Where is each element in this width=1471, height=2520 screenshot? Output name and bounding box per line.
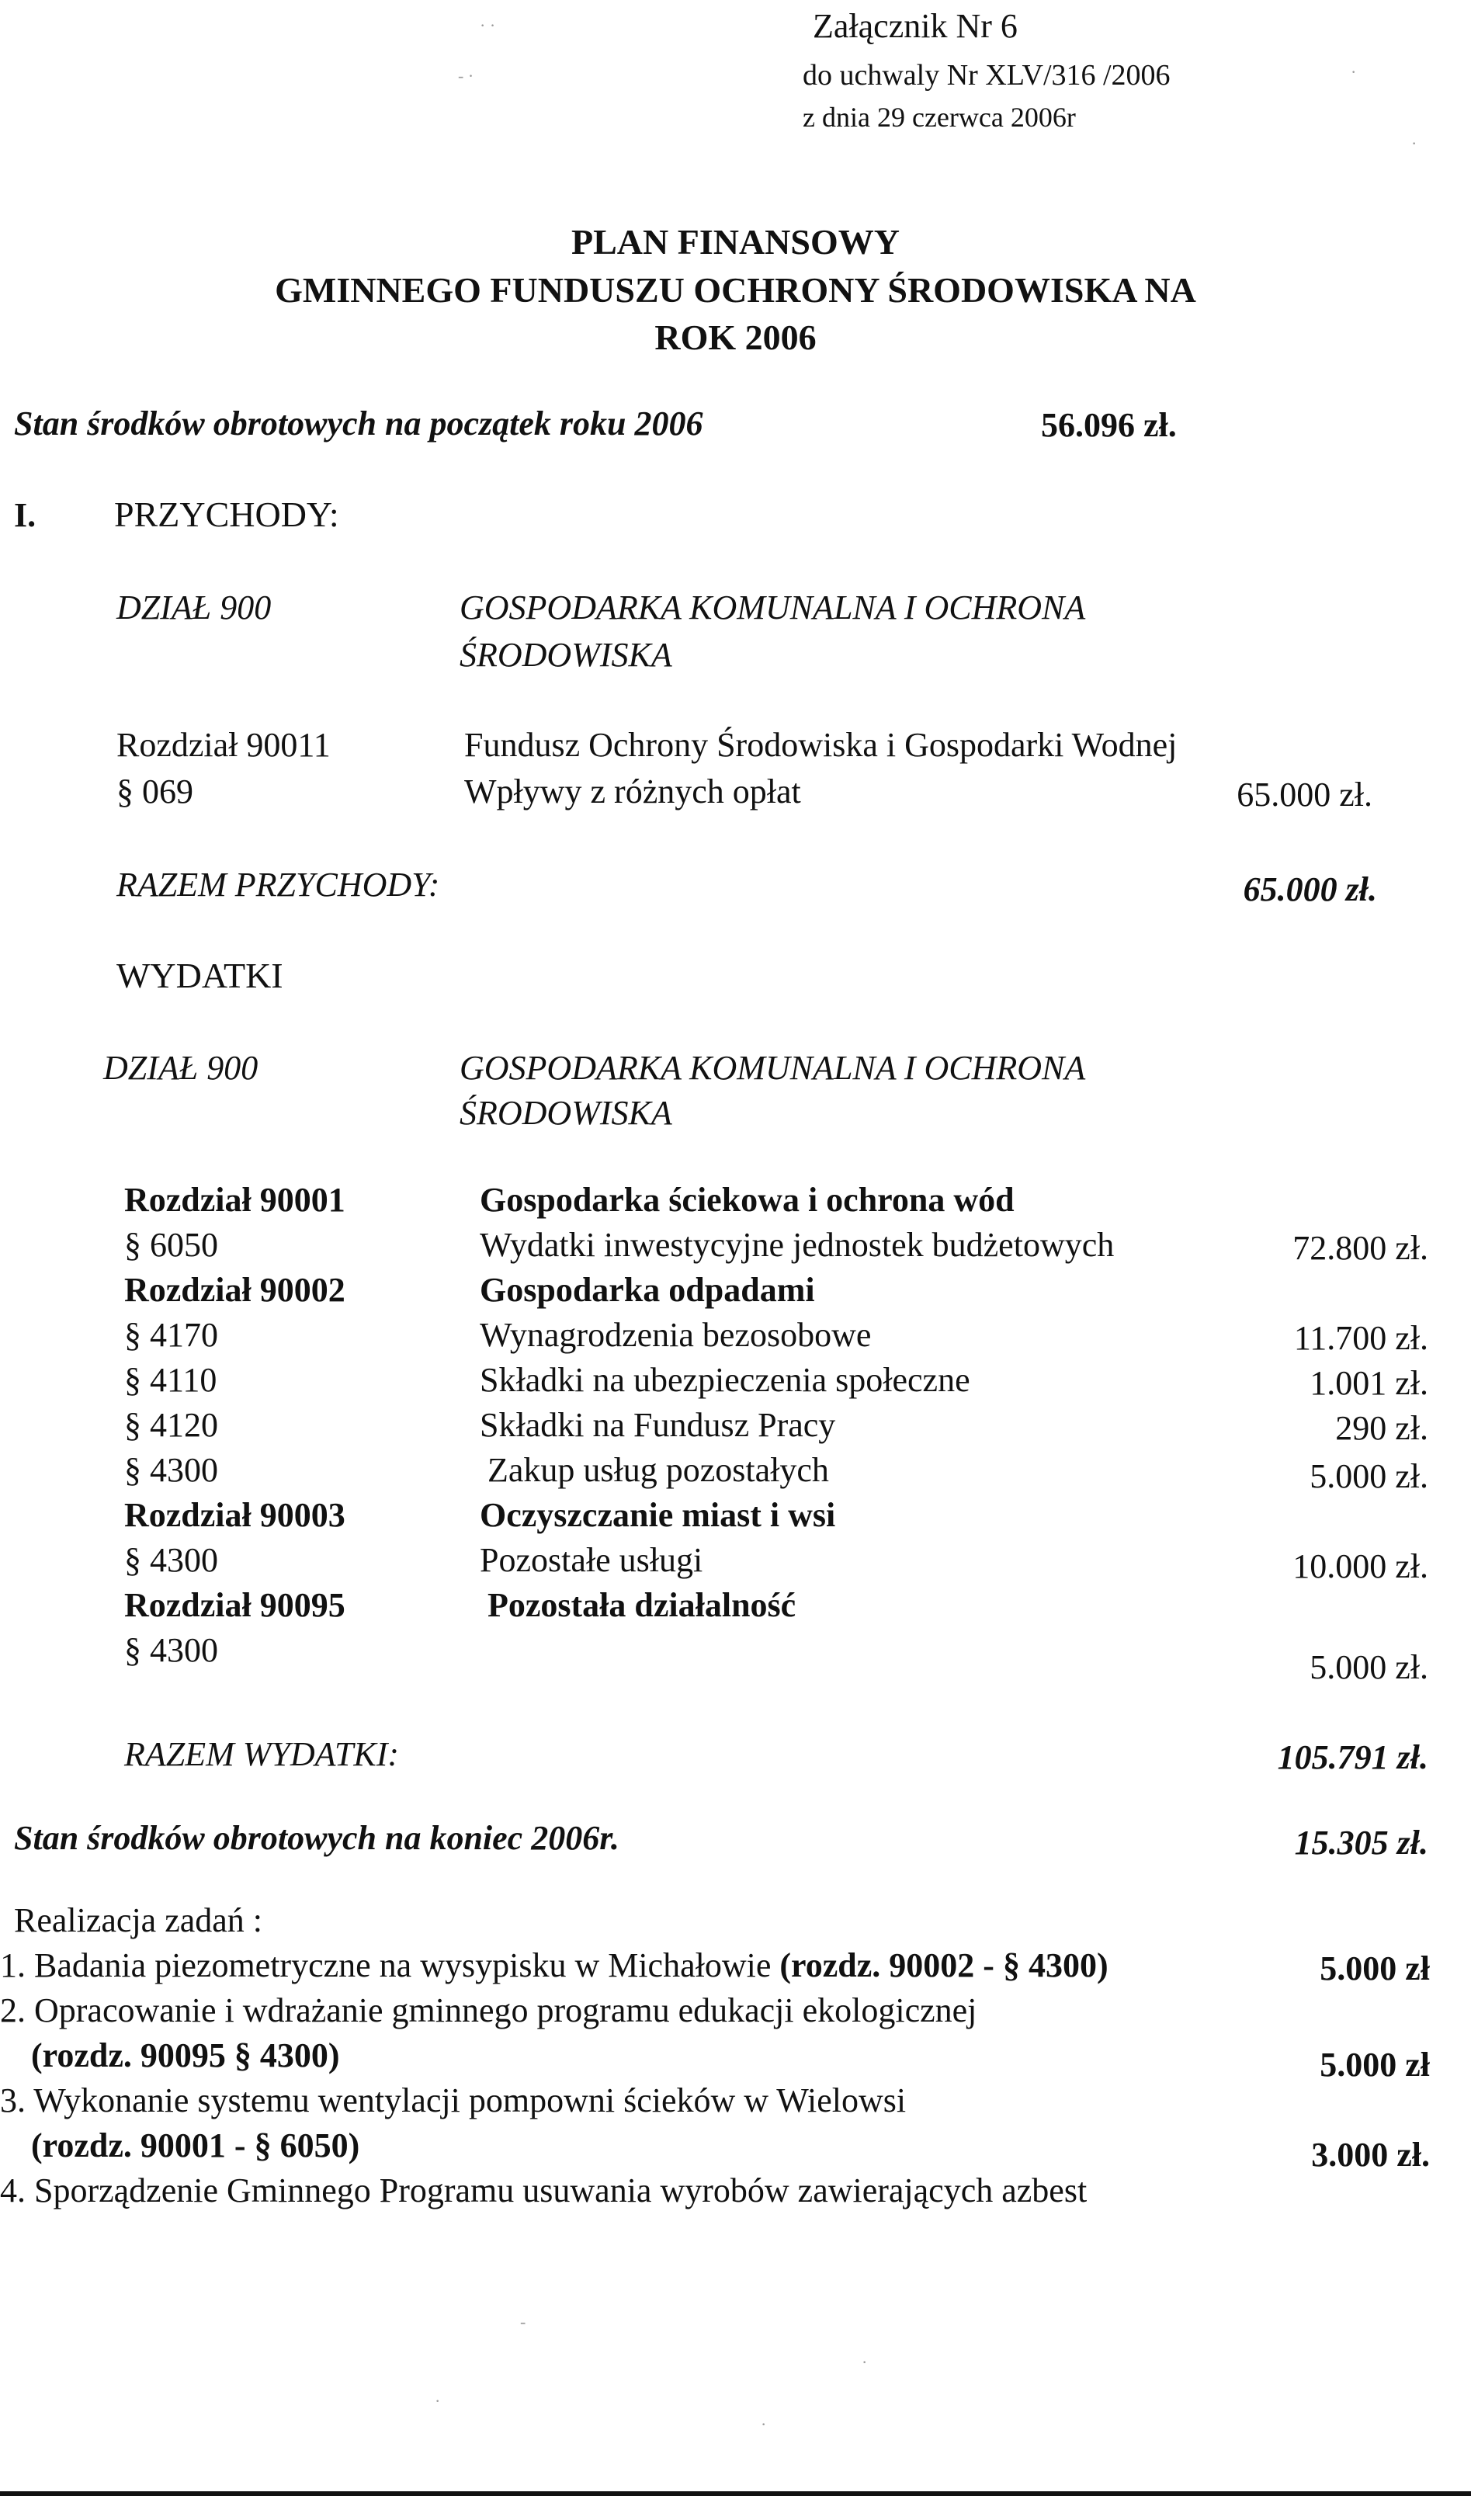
expenses-dzial-name-line1: GOSPODARKA KOMUNALNA I OCHRONA — [460, 1049, 1086, 1087]
annex-date: z dnia 29 czerwca 2006r — [803, 102, 1076, 133]
page-title-line1: PLAN FINANSOWY — [571, 222, 900, 262]
expense-row-code: § 4120 — [124, 1406, 218, 1444]
expense-row-code: § 4110 — [124, 1361, 217, 1399]
annex-resolution: do uchwaly Nr XLV/316 /2006 — [803, 59, 1171, 92]
expense-row-name: Gospodarka odpadami — [480, 1271, 815, 1309]
expenses-dzial-label: DZIAŁ 900 — [103, 1049, 258, 1087]
scan-speck: · — [1351, 62, 1357, 82]
expense-row-code: § 4300 — [124, 1451, 218, 1489]
opening-balance-label: Stan środków obrotowych na początek roku 2006 — [14, 404, 703, 443]
expense-row-code: Rozdział 90002 — [124, 1271, 345, 1309]
task-item-ref: (rozdz. 90001 - § 6050) — [31, 2126, 360, 2164]
expense-row-amount: 5.000 zł. — [1310, 1457, 1428, 1495]
expense-row-name: Gospodarka ściekowa i ochrona wód — [480, 1181, 1015, 1219]
expense-row-code: § 6050 — [124, 1226, 218, 1264]
expense-row-code: Rozdział 90095 — [124, 1586, 345, 1624]
expenses-heading: WYDATKI — [116, 956, 283, 995]
income-rozdzial-name: Fundusz Ochrony Środowiska i Gospodarki Wodnej — [464, 726, 1178, 764]
expense-row-name: Pozostałe usługi — [480, 1541, 703, 1579]
income-dzial-name-line1: GOSPODARKA KOMUNALNA I OCHRONA — [460, 588, 1086, 627]
task-item-text: 4. Sporządzenie Gminnego Programu usuwania wyrobów zawierających azbest — [0, 2171, 1088, 2209]
expense-row-name: Oczyszczanie miast i wsi — [480, 1496, 836, 1534]
closing-balance-label: Stan środków obrotowych na koniec 2006r. — [14, 1819, 619, 1857]
task-item-text: 3. Wykonanie systemu wentylacji pompowni ścieków w Wielowsi — [0, 2081, 907, 2119]
annex-title: Załącznik Nr 6 — [813, 7, 1018, 45]
scan-speck: - — [520, 2312, 526, 2331]
income-paragraph-code: § 069 — [116, 772, 193, 810]
scan-speck: · — [761, 2414, 767, 2434]
scan-speck: · · — [480, 16, 496, 35]
expenses-total-amount: 105.791 zł. — [1277, 1738, 1428, 1776]
expense-row-amount: 1.001 zł. — [1310, 1364, 1428, 1402]
income-rozdzial-code: Rozdział 90011 — [116, 726, 331, 764]
task-item-text: 1. Badania piezometryczne na wysypisku w Michałowie — [0, 1946, 772, 1984]
income-heading: PRZYCHODY: — [114, 495, 339, 534]
scan-speck: · — [862, 2352, 868, 2372]
income-total-label: RAZEM PRZYCHODY: — [116, 866, 440, 904]
expense-row-amount: 290 zł. — [1335, 1409, 1428, 1447]
expense-row-code: § 4300 — [124, 1631, 218, 1669]
expense-row-code: Rozdział 90003 — [124, 1496, 345, 1534]
expenses-total-label: RAZEM WYDATKI: — [124, 1735, 400, 1773]
tasks-heading: Realizacja zadań : — [14, 1901, 263, 1939]
expense-row-name: Pozostała działalność — [487, 1586, 796, 1624]
task-item-amount: 5.000 zł — [1320, 1949, 1430, 1987]
expense-row-name: Składki na Fundusz Pracy — [480, 1406, 836, 1444]
expense-row-name: Wynagrodzenia bezosobowe — [480, 1316, 872, 1354]
income-section-number: I. — [14, 496, 36, 534]
task-item-ref: (rozdz. 90002 - § 4300) — [779, 1946, 1108, 1984]
bottom-rule — [0, 2491, 1471, 2496]
closing-balance-amount: 15.305 zł. — [1294, 1824, 1428, 1862]
income-paragraph-name: Wpływy z różnych opłat — [464, 772, 801, 810]
income-dzial-label: DZIAŁ 900 — [116, 588, 272, 627]
opening-balance-amount: 56.096 zł. — [1041, 406, 1177, 444]
expense-row-code: Rozdział 90001 — [124, 1181, 345, 1219]
expense-row-name: Zakup usług pozostałych — [487, 1451, 829, 1489]
expense-row-amount: 72.800 zł. — [1292, 1229, 1428, 1267]
expense-row-name: Składki na ubezpieczenia społeczne — [480, 1361, 970, 1399]
scan-speck: · — [1411, 134, 1417, 153]
expense-row-code: § 4300 — [124, 1541, 218, 1579]
expenses-dzial-name-line2: ŚRODOWISKA — [460, 1094, 672, 1132]
page-title-line3: ROK 2006 — [654, 318, 817, 357]
income-paragraph-amount: 65.000 zł. — [1237, 776, 1372, 814]
task-item — [0, 1946, 1108, 1985]
page-title-line2: GMINNEGO FUNDUSZU OCHRONY ŚRODOWISKA NA — [275, 270, 1196, 310]
task-item-text: 2. Opracowanie i wdrażanie gminnego programu edukacji ekologicznej — [0, 1991, 977, 2029]
task-item-ref: (rozdz. 90095 § 4300) — [31, 2036, 340, 2074]
expense-row-amount: 10.000 zł. — [1292, 1547, 1428, 1585]
expense-row-amount: 5.000 zł. — [1310, 1648, 1428, 1686]
task-item-amount: 3.000 zł. — [1311, 2136, 1430, 2174]
expense-row-name: Wydatki inwestycyjne jednostek budżetowych — [480, 1226, 1115, 1264]
task-item-amount: 5.000 zł — [1320, 2046, 1430, 2084]
expense-row-code: § 4170 — [124, 1316, 218, 1354]
scan-speck: - · — [458, 66, 474, 85]
income-total-amount: 65.000 zł. — [1243, 870, 1377, 908]
income-dzial-name-line2: ŚRODOWISKA — [460, 636, 672, 674]
scan-speck: · — [435, 2391, 441, 2411]
expense-row-amount: 11.700 zł. — [1293, 1319, 1428, 1357]
